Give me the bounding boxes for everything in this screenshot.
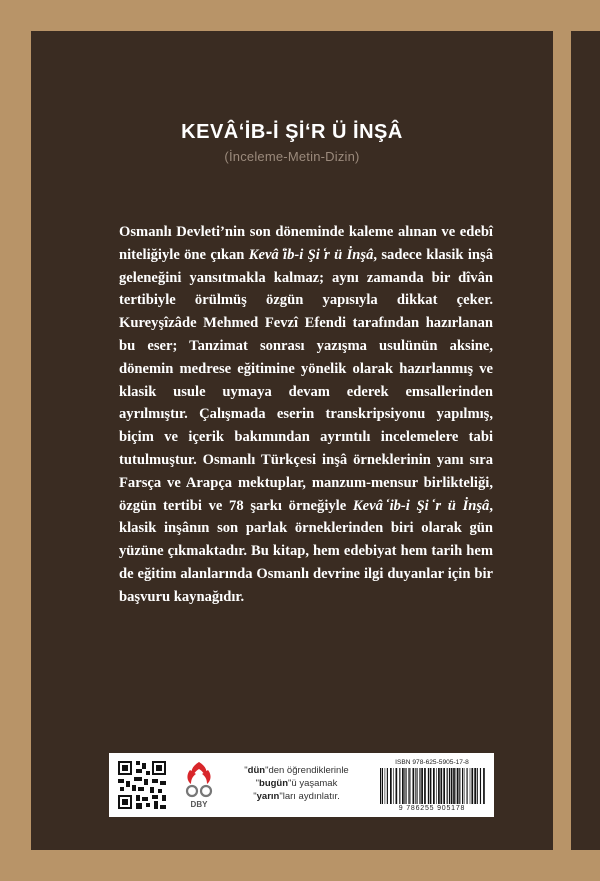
isbn-label: ISBN 978-625-5905-17-8 <box>395 759 469 766</box>
blurb-run: , klasik inşânın son parlak örneklerinden biri olarak gün yüzüne çıkmaktadır. Bu kitap, hem edebiyat hem tarih hem de eğitim alanlarında Osmanlı devrine ilgi duyanlar için bir başvuru kaynağıdır. <box>119 497 494 605</box>
qr-code-icon <box>116 759 168 811</box>
publisher-slogan: "dün"den öğrendiklerinle "bugün"ü yaşamak "yarın"ları aydınlatır. <box>244 765 349 802</box>
publisher-logo-icon <box>182 760 216 810</box>
adjacent-cover-edge <box>571 31 600 850</box>
blurb-italic-title: Kevâ ̒ib-i Şi ̒r ü İnşâ <box>352 497 490 514</box>
blurb-run: , sadece klasik inşâ geleneğini yansıtmakla kalmaz; aynı zamanda bir dîvân tertibiyle örülmüş özgün yapısıyla dikkat çeker. Kureyşîzâde Mehmed Fevzî Efendi tarafından hazırlanan bu eser; Tanzimat sonrası yazışma usulünün aksine, dönemin medrese eğitimine yönelik olarak hazırlanmış ve klasik usule uymaya devam ederek emsallerinden ayrılmıştır. Çalışmada eserin transkripsiyonu yapılmış, biçim ve içerik bakımından ayrıntılı incelemelere tabi tutulmuştur. Osmanlı Türkçesi inşâ örneklerinin yanı sıra Farsça ve Arapça mektuplar, manzum-mensur birlikteliği, özgün tertibi ve 78 şarkı örneğiyle <box>119 246 493 514</box>
book-subtitle: (İnceleme-Metin-Dizin) <box>224 149 360 164</box>
back-cover <box>31 31 553 850</box>
isbn-digits: 9 786255 905178 <box>398 805 466 812</box>
book-title: KEVÂʻİB-İ ŞİʻR Ü İNŞÂ <box>181 121 403 143</box>
svg-text:DBY: DBY <box>190 800 208 809</box>
blurb-text <box>119 221 493 609</box>
barcode-icon <box>377 768 487 804</box>
blurb-run: Osmanlı Devleti’nin son döneminde kaleme alınan ve edebî niteliğiyle öne çıkan <box>119 224 493 263</box>
footer-panel <box>109 753 494 817</box>
blurb-italic-title: Kevâ ̒ib-i Şi ̒r ü İnşâ <box>248 246 374 263</box>
